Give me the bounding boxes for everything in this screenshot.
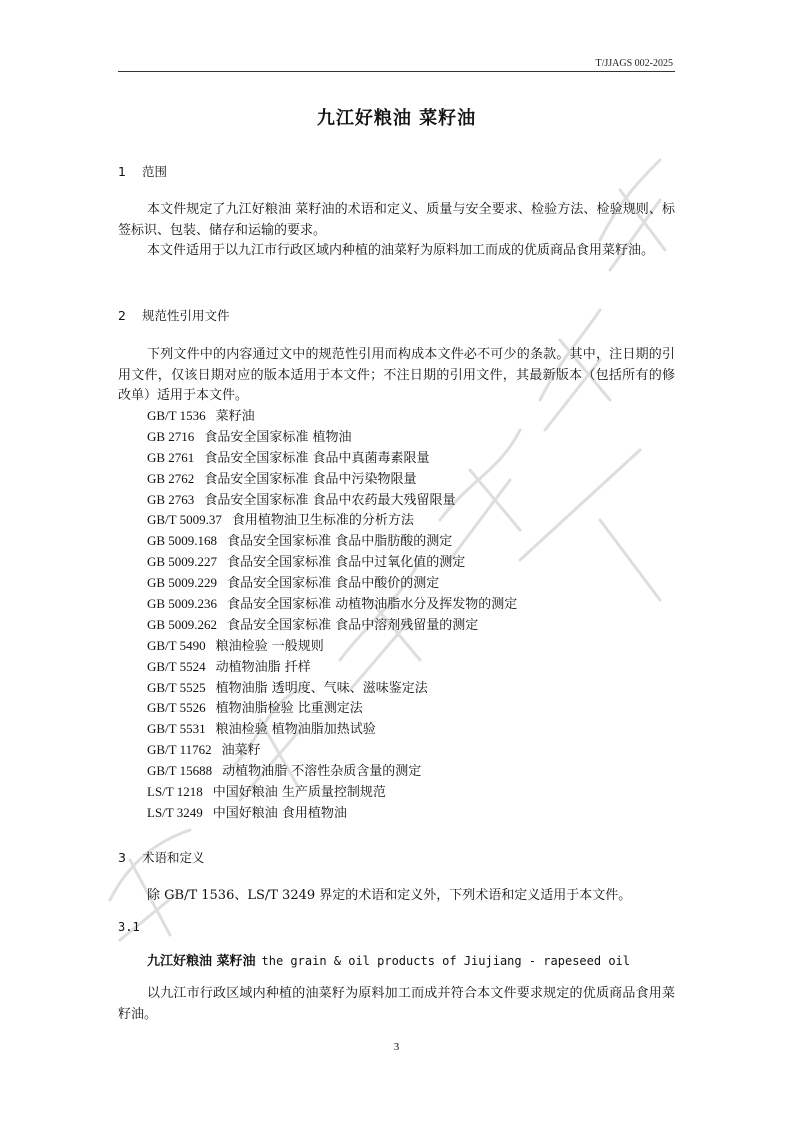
scope-paragraph-1: 本文件规定了九江好粮油 菜籽油的术语和定义、质量与安全要求、检验方法、检验规则、标签标识、包装、储存和运输的要求。 bbox=[118, 202, 675, 238]
scope-paragraph-2: 本文件适用于以九江市行政区域内种植的油菜籽为原料加工而成的优质商品食用菜籽油。 bbox=[147, 243, 655, 258]
section-2-heading bbox=[118, 306, 230, 324]
reference-title: 植物油脂 透明度、气味、滋味鉴定法 bbox=[215, 680, 428, 696]
standard-code: T/JJAGS 002-2025 bbox=[595, 58, 673, 69]
reference-code: LS/T 3249 bbox=[147, 804, 203, 820]
reference-code: GB/T 5525 bbox=[147, 679, 206, 695]
reference-title: 食用植物油卫生标准的分析方法 bbox=[231, 513, 414, 529]
reference-item bbox=[147, 719, 517, 740]
reference-code: GB 5009.236 bbox=[147, 596, 218, 612]
reference-item bbox=[147, 803, 517, 824]
section-3-heading bbox=[118, 848, 205, 866]
reference-item bbox=[147, 469, 517, 490]
reference-item bbox=[147, 740, 517, 761]
references-intro: 下列文件中的内容通过文中的规范性引用而构成本文件必不可少的条款。其中，注日期的引用文件，仅该日期对应的版本适用于本文件；不注日期的引用文件，其最新版本（包括所有的修改单）适用于本文件。 bbox=[118, 347, 675, 403]
terms-intro: 除 GB/T 1536、LS/T 3249 界定的术语和定义外，下列术语和定义适用于本文件。 bbox=[147, 888, 632, 903]
subclause-number: 3.1 bbox=[118, 920, 140, 934]
reference-code: GB/T 11762 bbox=[147, 742, 212, 758]
reference-item bbox=[147, 698, 517, 719]
reference-item bbox=[147, 615, 517, 636]
reference-code: GB/T 15688 bbox=[147, 763, 213, 779]
reference-item bbox=[147, 761, 517, 782]
reference-title: 粮油检验 一般规则 bbox=[215, 638, 324, 654]
reference-title: 食品安全国家标准 动植物油脂水分及挥发物的测定 bbox=[227, 597, 518, 613]
reference-title: 中国好粮油 生产质量控制规范 bbox=[212, 785, 386, 801]
reference-title: 油菜籽 bbox=[221, 743, 261, 759]
reference-code: GB/T 5524 bbox=[147, 658, 206, 674]
reference-item bbox=[147, 782, 517, 803]
section-number: 2 bbox=[118, 308, 126, 323]
reference-code: GB 2761 bbox=[147, 449, 195, 465]
reference-code: GB/T 1536 bbox=[147, 408, 206, 423]
reference-title: 植物油脂检验 比重测定法 bbox=[215, 701, 363, 717]
reference-code: GB 5009.227 bbox=[147, 554, 218, 570]
reference-title: 食品安全国家标准 食品中农药最大残留限量 bbox=[204, 492, 456, 508]
reference-item bbox=[147, 427, 517, 448]
term-chinese: 九江好粮油 菜籽油 bbox=[147, 954, 256, 969]
reference-title: 粮油检验 植物油脂加热试验 bbox=[215, 722, 376, 738]
reference-title: 动植物油脂 不溶性杂质含量的测定 bbox=[222, 764, 422, 780]
reference-title: 食品安全国家标准 食品中脂肪酸的测定 bbox=[227, 534, 453, 550]
reference-title: 食品安全国家标准 食品中污染物限量 bbox=[204, 471, 417, 487]
section-title: 规范性引用文件 bbox=[142, 308, 230, 323]
reference-item bbox=[147, 510, 517, 531]
reference-item bbox=[147, 552, 517, 573]
reference-code: GB 5009.262 bbox=[147, 616, 218, 632]
reference-code: GB/T 5490 bbox=[147, 637, 206, 653]
reference-title: 食品安全国家标准 食品中过氧化值的测定 bbox=[227, 555, 466, 571]
section-title: 范围 bbox=[142, 164, 168, 179]
reference-title: 动植物油脂 扦样 bbox=[215, 659, 311, 675]
section-number: 1 bbox=[118, 164, 126, 179]
reference-title: 中国好粮油 食用植物油 bbox=[212, 805, 347, 821]
term-entry bbox=[147, 950, 630, 969]
reference-title: 食品安全国家标准 植物油 bbox=[204, 429, 352, 445]
reference-code: LS/T 1218 bbox=[147, 784, 203, 800]
reference-code: GB 5009.229 bbox=[147, 575, 218, 591]
reference-item bbox=[147, 657, 517, 678]
reference-item bbox=[147, 573, 517, 594]
reference-item bbox=[147, 406, 517, 427]
section-title: 术语和定义 bbox=[142, 850, 205, 865]
term-definition: 以九江市行政区域内种植的油菜籽为原料加工而成并符合本文件要求规定的优质商品食用菜籽油。 bbox=[118, 986, 675, 1022]
page-number: 3 bbox=[393, 1041, 400, 1053]
document-title: 九江好粮油 菜籽油 bbox=[316, 108, 477, 129]
reference-code: GB/T 5526 bbox=[147, 700, 206, 716]
reference-item bbox=[147, 636, 517, 657]
reference-code: GB/T 5009.37 bbox=[147, 512, 222, 528]
reference-title: 食品安全国家标准 食品中酸价的测定 bbox=[227, 576, 440, 592]
reference-item bbox=[147, 594, 517, 615]
reference-item bbox=[147, 448, 517, 469]
reference-item bbox=[147, 678, 517, 699]
reference-code: GB/T 5531 bbox=[147, 721, 206, 737]
section-1-heading bbox=[118, 162, 167, 180]
section-number: 3 bbox=[118, 850, 126, 865]
reference-item bbox=[147, 490, 517, 511]
header-divider bbox=[118, 71, 675, 72]
reference-code: GB 5009.168 bbox=[147, 533, 218, 549]
reference-item bbox=[147, 531, 517, 552]
reference-title: 菜籽油 bbox=[215, 409, 255, 424]
reference-code: GB 2716 bbox=[147, 428, 195, 444]
term-english: the grain & oil products of Jiujiang - rapeseed oil bbox=[261, 954, 630, 968]
reference-title: 食品安全国家标准 食品中溶剂残留量的测定 bbox=[227, 617, 479, 633]
reference-list bbox=[147, 406, 517, 824]
reference-title: 食品安全国家标准 食品中真菌毒素限量 bbox=[204, 450, 430, 466]
reference-code: GB 2762 bbox=[147, 470, 195, 486]
reference-code: GB 2763 bbox=[147, 491, 195, 507]
